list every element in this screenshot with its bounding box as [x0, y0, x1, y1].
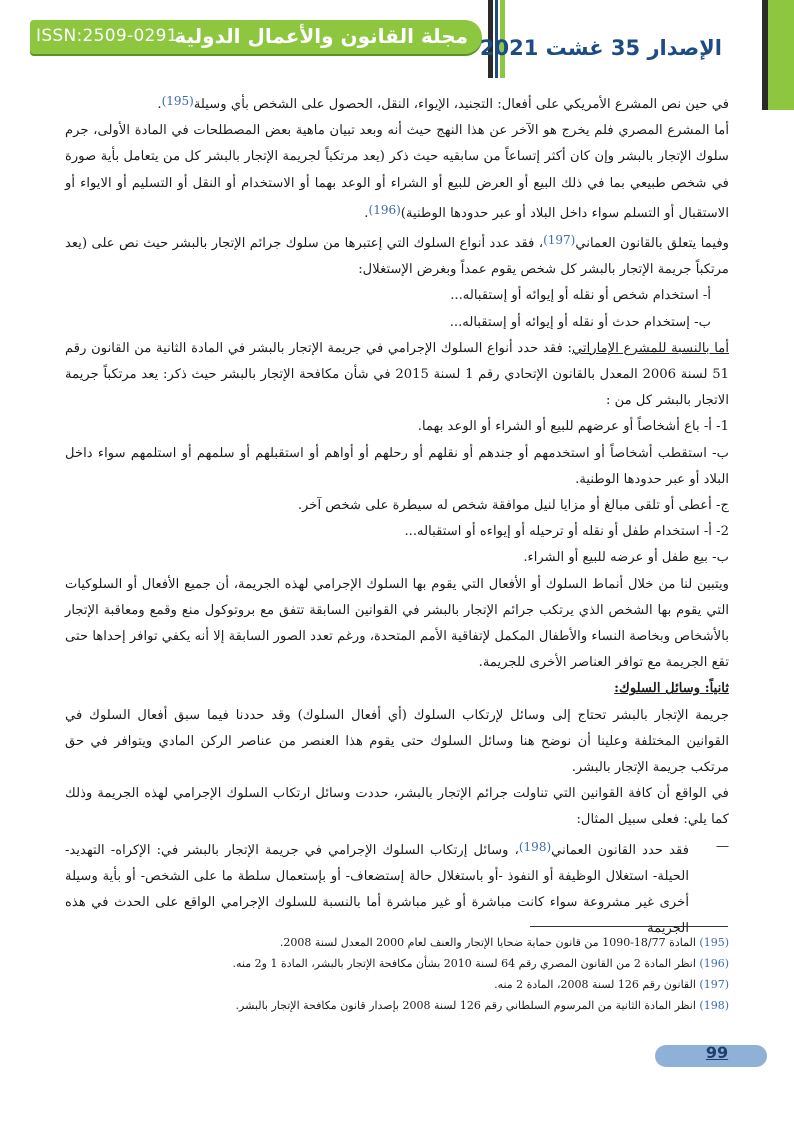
journal-title: مجلة القانون والأعمال الدولية: [174, 24, 468, 48]
underlined-lead: أما بالنسبة للمشرع الإماراتي: [571, 340, 729, 356]
paragraph: أما بالنسبة للمشرع الإماراتي: فقد حدد أنواع السلوك الإجرامي في جريمة الإتجار بالبشر في المادة الثانية من القانون رقم 51 لسنة 2006 المعدل بالقانون الإتحادي رقم 1 لسنة 2015 في شأن مكافحة الإتجار بالبشر حيث ذكر: يعد مرتكباً جريمة الاتجار بالبشر كل من :: [65, 340, 730, 409]
footnote: (195) المادة 18/77-1090 من قانون حماية ضحايا الإتجار والعنف لعام 2000 المعدل لسنة 2008.: [279, 936, 729, 949]
list-item: ج- أعطى أو تلقى مبالغ أو مزايا لنيل موافقة شخص له سيطرة على شخص آخر.: [297, 498, 729, 514]
issn: ISSN:2509-0291: [36, 26, 178, 46]
footnote-ref[interactable]: (195): [161, 94, 194, 108]
footnotes: [65, 932, 729, 1016]
footnote-ref[interactable]: (196): [368, 202, 401, 217]
paragraph: أما المشرع المصري فلم يخرج هو الآخر عن هذا النهج حيث أنه وبعد تبيان ماهية بعض المصطلحات في المادة الأولى، جرم سلوك الإتجار بالبشر وإن كان أكثر إتساعاً من سابقيه حيث ذكر (يعد مرتكباً لجريمة الإتجار بالبشر كل من يتعامل بأية صورة في شخص طبيعي بما في ذلك البيع أو العرض للبيع أو الشراء أو الوعد بهما أو الاستخدام أو النقل أو التسليم أو الايواء أو الاستقبال أو التسلم سواء داخل البلاد أو عبر حدودها الوطنية)(196).: [65, 123, 729, 221]
list-item: أ- استخدام شخص أو نقله أو إيوائه أو إستقباله...: [450, 288, 711, 304]
dash-list-item: — فقد حدد القانون العماني(198)، وسائل إرتكاب السلوك الإجرامي في جريمة الإتجار بالبشر في: الإكراه- التهديد- الحيلة- استغلال الوظيفة أو النفوذ -أو باستغلال حالة إستضعاف- أو بإستعمال سلطة ما على الشخص- أو بأية وسيلة أخرى غير مشروعة سواء كانت مباشرة أو غير مباشرة أما بالنسبة للسلوك الإجرامي الواقع على الحدث في هذه الجريمة: [65, 834, 729, 943]
footnote: (196) انظر المادة 2 من القانون المصري رقم 64 لسنة 2010 بشأن مكافحة الإتجار بالبشر، المادة 1 و2 منه.: [232, 957, 729, 970]
page-number: 99: [705, 1043, 729, 1062]
footnote: (197) القانون رقم 126 لسنة 2008، المادة 2 منه.: [494, 978, 729, 991]
footnote-separator: [530, 926, 728, 927]
list-item: ب- استقطب أشخاصاً أو استخدمهم أو جندهم أو نقلهم أو رحلهم أو أواهم أو استقبلهم أو سلمهم أو استلمهم سواء داخل البلاد أو عبر حدودها الوطنية.: [65, 445, 729, 487]
article-body: [65, 88, 729, 943]
list-item: 2- أ- استخدام طفل أو نقله أو ترحيله أو إيواءه أو استقباله...: [404, 524, 729, 540]
paragraph: وفيما يتعلق بالقانون العماني(197)، فقد عدد أنواع السلوك التي إعتبرها من سلوك جرائم الإتجار بالبشر حيث نص على (يعد مرتكباً جريمة الإتجار بالبشر كل شخص يقوم عمداً وبغرض الإستغلال:: [65, 233, 729, 278]
paragraph: جريمة الإتجار بالبشر تحتاج إلى وسائل لإرتكاب السلوك (أي أفعال السلوك) وقد حددنا فيما سبق أفعال السلوك في القوانين المختلفة وعلينا أن نوضح هنا وسائل السلوك حتى يقوم هذا العنصر من عناصر الركن المادي ويتوافر في حق مرتكب جريمة الإتجار بالبشر.: [65, 707, 729, 776]
list-item: ب- بيع طفل أو عرضه للبيع أو الشراء.: [523, 550, 729, 566]
list-item: 1- أ- باع أشخاصاً أو عرضهم للبيع أو الشراء أو الوعد بهما.: [417, 419, 729, 435]
section-heading: ثانياً: وسائل السلوك:: [614, 681, 729, 697]
journal-banner: [30, 20, 482, 54]
list-item: ب- إستخدام حدث أو نقله أو إيوائه أو إستقباله...: [449, 314, 711, 330]
footnote: (198) انظر المادة الثانية من المرسوم السلطاني رقم 126 لسنة 2008 بإصدار قانون مكافحة الإتجار بالبشر.: [235, 999, 729, 1012]
issue-label: الإصدار 35 غشت 2021: [479, 36, 722, 60]
footnote-ref[interactable]: (198): [518, 839, 552, 854]
footnote-ref[interactable]: (197): [543, 233, 576, 248]
corner-decoration: [754, 0, 794, 110]
paragraph: في حين نص المشرع الأمريكي على أفعال: التجنيد، الإيواء، النقل، الحصول على الشخص بأي وسيلة(195).: [157, 94, 729, 112]
paragraph: في الواقع أن كافة القوانين التي تناولت جرائم الإتجار بالبشر، حددت وسائل ارتكاب السلوك الإجرامي لهذه الجريمة وذلك كما يلي: فعلى سبيل المثال:: [65, 786, 729, 828]
paragraph: ويتبين لنا من خلال أنماط السلوك أو الأفعال التي يقوم بها السلوك الإجرامي لهذه الجريمة، أن جميع الأفعال أو السلوكيات التي يقوم بها الشخص الذي يرتكب جرائم الإتجار بالبشر في القوانين السابقة تتفق مع بروتوكول منع وقمع ومعاقبة الإتجار بالأشخاص وبخاصة النساء والأطفال المكمل لإتفاقية الأمم المتحدة، ورغم تعدد الصور السابقة إلا أنه يكفي توافر إحداها حتى تقع الجريمة مع توافر العناصر الأخرى للجريمة.: [65, 576, 729, 671]
dash-bullet: —: [715, 838, 729, 854]
